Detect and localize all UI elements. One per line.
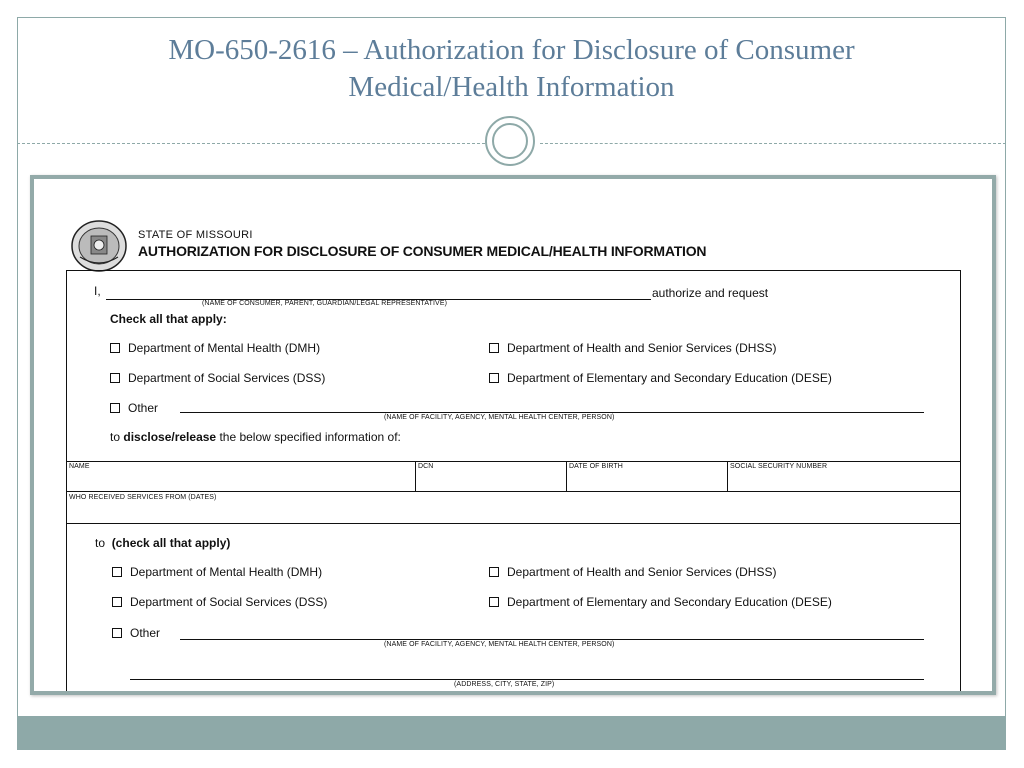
- bottom-bar: [17, 716, 1006, 750]
- checkbox-icon[interactable]: [112, 597, 122, 607]
- checkbox-icon[interactable]: [489, 597, 499, 607]
- checkbox-icon[interactable]: [112, 567, 122, 577]
- from-option-other[interactable]: Other: [110, 401, 158, 415]
- from-option-dhss[interactable]: Department of Health and Senior Services (DHSS): [489, 341, 776, 355]
- missouri-seal-icon: [70, 219, 128, 273]
- form-image-frame: [30, 175, 996, 695]
- table-ssn-header: SOCIAL SECURITY NUMBER: [730, 463, 828, 470]
- i-label: I,: [94, 284, 101, 298]
- form-document: [34, 179, 992, 691]
- check-all-label: Check all that apply:: [110, 312, 227, 326]
- divider-ring-icon: [485, 116, 535, 166]
- table-name-header: NAME: [69, 463, 90, 470]
- form-state: STATE OF MISSOURI: [138, 229, 253, 241]
- from-option-dss[interactable]: Department of Social Services (DSS): [110, 371, 325, 385]
- checkbox-icon[interactable]: [110, 403, 120, 413]
- to-option-other[interactable]: Other: [112, 626, 160, 640]
- table-services-header: WHO RECEIVED SERVICES FROM (DATES): [69, 494, 217, 501]
- slide-title: [17, 32, 1006, 106]
- checkbox-icon[interactable]: [110, 373, 120, 383]
- form-title: AUTHORIZATION FOR DISCLOSURE OF CONSUMER MEDICAL/HEALTH INFORMATION: [138, 243, 707, 259]
- consumer-caption: (NAME OF CONSUMER, PARENT, GUARDIAN/LEGAL REPRESENTATIVE): [202, 300, 448, 307]
- address-field[interactable]: [130, 679, 924, 680]
- slide-title-line2: Medical/Health Information: [348, 71, 675, 103]
- to-other-field[interactable]: [180, 639, 924, 640]
- facility-caption: (NAME OF FACILITY, AGENCY, MENTAL HEALTH CENTER, PERSON): [384, 414, 615, 421]
- to-option-dmh[interactable]: Department of Mental Health (DMH): [112, 565, 322, 579]
- disclose-line: to disclose/release the below specified information of:: [110, 430, 401, 444]
- facility-caption-2: (NAME OF FACILITY, AGENCY, MENTAL HEALTH CENTER, PERSON): [384, 641, 615, 648]
- from-option-dmh[interactable]: Department of Mental Health (DMH): [110, 341, 320, 355]
- title-divider-right: [540, 143, 1006, 144]
- authorize-text: authorize and request: [652, 286, 769, 300]
- checkbox-icon[interactable]: [110, 343, 120, 353]
- table-dob-header: DATE OF BIRTH: [569, 463, 623, 470]
- checkbox-icon[interactable]: [112, 628, 122, 638]
- checkbox-icon[interactable]: [489, 373, 499, 383]
- title-divider-left: [17, 143, 485, 144]
- to-option-dese[interactable]: Department of Elementary and Secondary Education (DESE): [489, 595, 832, 609]
- to-option-dhss[interactable]: Department of Health and Senior Services (DHSS): [489, 565, 776, 579]
- from-option-dese[interactable]: Department of Elementary and Secondary Education (DESE): [489, 371, 832, 385]
- from-other-field[interactable]: [180, 412, 924, 413]
- checkbox-icon[interactable]: [489, 567, 499, 577]
- address-caption: (ADDRESS, CITY, STATE, ZIP): [454, 681, 555, 688]
- checkbox-icon[interactable]: [489, 343, 499, 353]
- to-line: to (check all that apply): [95, 536, 231, 550]
- to-option-dss[interactable]: Department of Social Services (DSS): [112, 595, 327, 609]
- table-dcn-header: DCN: [418, 463, 434, 470]
- slide-title-line1: MO-650-2616 – Authorization for Disclosure of Consumer: [168, 34, 855, 66]
